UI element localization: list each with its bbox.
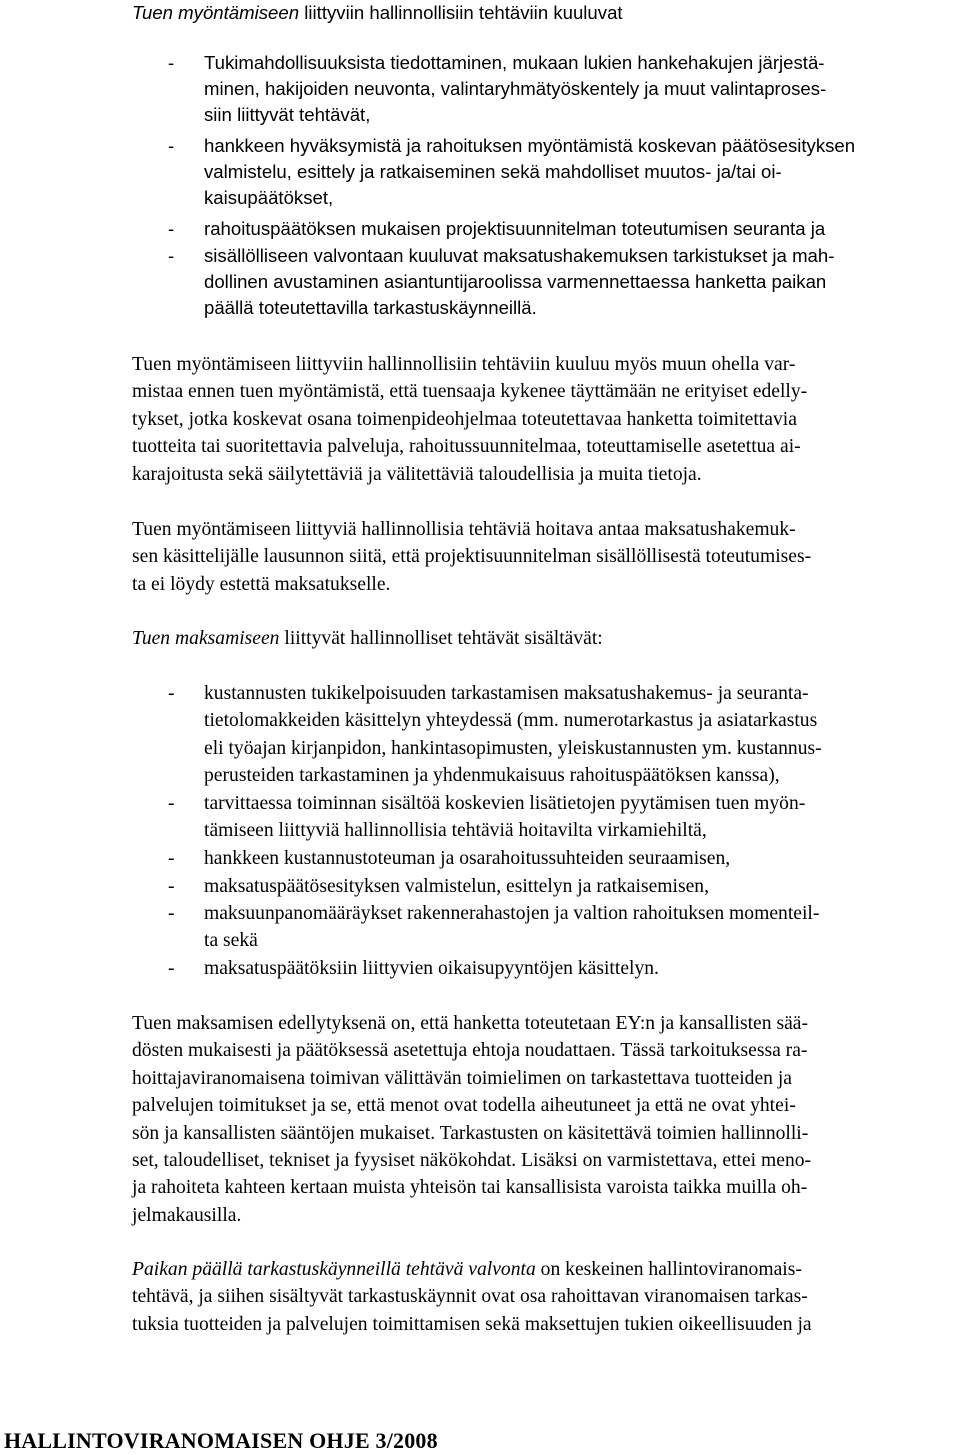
- paragraph-4: Paikan päällä tarkastuskäynneillä tehtävä valvonta on keskeinen hallintoviranomais- tehtävä, ja siihen sisältyvät tarkastuskäynnit ovat osa rahoittavan viranomaisen tarkas- tuksia tuotteiden ja palvelujen toimittamisen sekä maksettujen tukien oikeellisuuden ja: [132, 1259, 812, 1335]
- list-dash: -: [168, 793, 175, 814]
- section2-heading: [132, 625, 960, 652]
- list-item: hankkeen hyväksymistä ja rahoituksen myöntämistä koskevan päätösesityksen valmistelu, esittely ja ratkaiseminen sekä mahdolliset muutos- ja/tai oi- kaisupäätökset,: [204, 135, 856, 209]
- list-dash: -: [168, 903, 175, 924]
- document-footer: HALLINTOVIRANOMAISEN OHJE 3/2008: [4, 1428, 438, 1453]
- list-item: maksatuspäätöksiin liittyvien oikaisupyyntöjen käsittelyn.: [204, 958, 659, 979]
- list-dash: -: [168, 52, 175, 73]
- section1-heading: [132, 0, 960, 26]
- list-item: maksuunpanomääräykset rakennerahastojen ja valtion rahoituksen momenteil- ta sekä: [204, 903, 820, 952]
- paragraph-2: Tuen myöntämiseen liittyviä hallinnollisia tehtäviä hoitava antaa maksatushakemuk- sen käsittelijälle lausunnon siitä, että projektisuunnitelman sisällöllisestä toteutumises- ta ei löydy estettä maksatukselle.: [132, 519, 812, 595]
- list-dash: -: [168, 876, 175, 897]
- section1-heading-rest: liittyviin hallinnollisiin tehtäviin kuuluvat: [299, 2, 623, 23]
- section2-heading-rest: liittyvät hallinnolliset tehtävät sisältävät:: [279, 628, 603, 649]
- list-item: kustannusten tukikelpoisuuden tarkastamisen maksatushakemus- ja seuranta- tietolomakkeiden käsittelyn yhteydessä (mm. numerotarkastus ja asiatarkastus eli työajan kirjanpidon, hankintasopimusten, yleiskustannusten ym. kustannus- perusteiden tarkastaminen ja yhdenmukaisuus rahoituspäätöksen kanssa),: [204, 683, 822, 787]
- list-item: Tukimahdollisuuksista tiedottaminen, mukaan lukien hankehakujen järjestä- minen, hakijoiden neuvonta, valintaryhmätyöskentely ja muut valintaproses- siin liittyvät tehtävät,: [204, 52, 827, 126]
- list-dash: -: [168, 683, 175, 704]
- list-dash: -: [168, 245, 175, 266]
- section2-heading-italic: Tuen maksamiseen: [132, 628, 280, 649]
- list-dash: -: [168, 848, 175, 869]
- section1-heading-italic: Tuen myöntämiseen: [132, 2, 300, 23]
- list-dash: -: [168, 135, 175, 156]
- list-item: tarvittaessa toiminnan sisältöä koskevien lisätietojen pyytämisen tuen myön- tämiseen liittyviä hallinnollisia tehtäviä hoitavilta virkamiehiltä,: [204, 793, 806, 842]
- paragraph-3: Tuen maksamisen edellytyksenä on, että hanketta toteutetaan EY:n ja kansallisten sää- dösten mukaisesti ja päätöksessä asetettuja ehtoja noudattaen. Tässä tarkoituksessa ra- hoittajaviranomaisena toimivan välittävän toimielimen on tarkastettava tuotteiden ja palvelujen toimitukset ja se, että menot ovat todella aiheutuneet ja että ne ovat yhtei- sön ja kansallisten sääntöjen mukaiset. Tarkastusten on käsitettävä toimien hallinnolli- set, taloudelliset, tekniset ja fyysiset näkökohdat. Lisäksi on varmistettava, ettei meno- ja rahoiteta kahteen kertaan muista yhteisön tai kansallisista varoista taikka muilla oh- jelmakausilla.: [132, 1013, 812, 1226]
- list-item: maksatuspäätösesityksen valmistelun, esittelyn ja ratkaisemisen,: [204, 876, 709, 897]
- list-item: sisällölliseen valvontaan kuuluvat maksatushakemuksen tarkistukset ja mah- dollinen avustaminen asiantuntijaroolissa varmennettaessa hanketta paikan päällä toteutettavilla tarkastuskäynneillä.: [204, 245, 835, 319]
- list-item: hankkeen kustannustoteuman ja osarahoitussuhteiden seuraamisen,: [204, 848, 731, 869]
- paragraph-4-italic: Paikan päällä tarkastuskäynneillä tehtävä valvonta: [132, 1259, 536, 1280]
- paragraph-1: Tuen myöntämiseen liittyviin hallinnollisiin tehtäviin kuuluu myös muun ohella var- mistaa ennen tuen myöntämistä, että tuensaaja kykenee täyttämään ne erityiset edelly- tykset, jotka koskevat osana toimenpideohjelmaa toteutettavaa hanketta toimitettavia tuotteita tai suoritettavia palveluja, rahoitussuunnitelmaa, toteuttamiselle asetettua ai- karajoitusta sekä säilytettäviä ja välitettäviä taloudellisia ja muita tietoja.: [132, 354, 808, 485]
- list-item: rahoituspäätöksen mukaisen projektisuunnitelman toteutumisen seuranta ja: [204, 218, 826, 239]
- list-dash: -: [168, 218, 175, 239]
- list-dash: -: [168, 958, 175, 979]
